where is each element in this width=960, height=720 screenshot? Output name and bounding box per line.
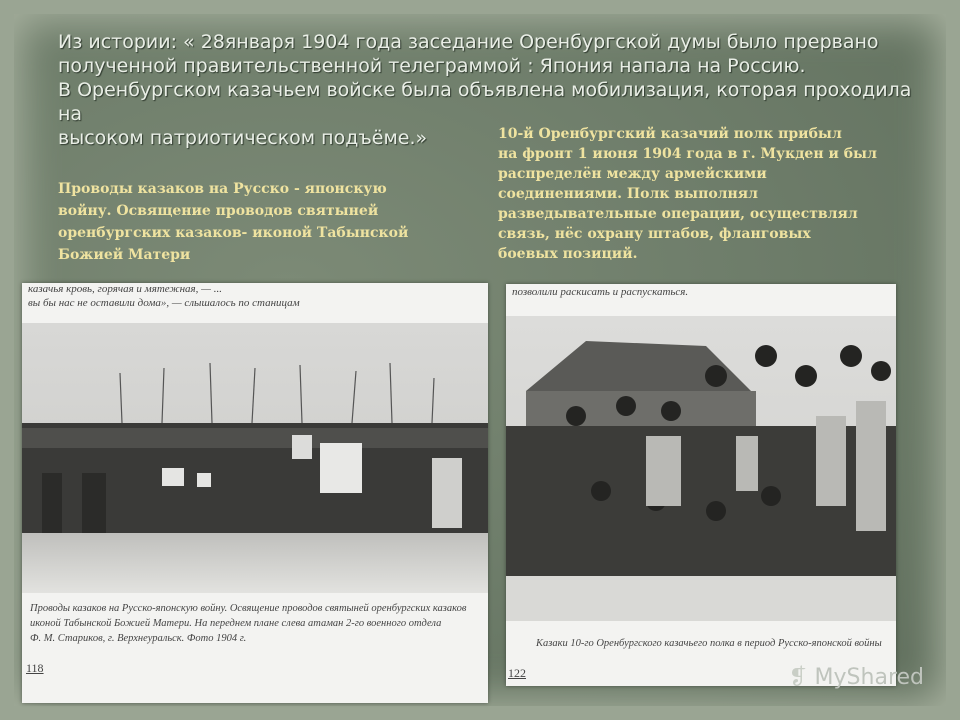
right-caption: [498, 124, 908, 264]
left-caption-line: Проводы казаков на Русско - японскую: [58, 181, 387, 197]
photo-caption-line: иконой Табынской Божией Матери. На переднем плане слева атаман 2-го военного отдела: [30, 618, 442, 629]
photo-top-text: позволили раскисать и распускаться.: [512, 286, 689, 298]
left-caption-line: Божией Матери: [58, 247, 191, 263]
title-line: высоком патриотическом подъёме.»: [58, 127, 428, 149]
myshared-logo-icon: ❡: [788, 665, 815, 690]
watermark: [788, 665, 924, 690]
crowd-photo-image: [22, 323, 488, 593]
left-caption-line: оренбургских казаков- иконой Табынской: [58, 225, 409, 241]
photo-caption: [30, 601, 482, 646]
photo-caption-line: Проводы казаков на Русско-японскую войну. Освящение проводов святыней оренбургских казаков: [30, 603, 467, 614]
farewell-photo: [22, 283, 488, 703]
right-caption-line: разведывательные операции, осуществлял: [498, 206, 858, 222]
page-number: 122: [508, 666, 526, 680]
photo-top-text: казачья кровь, горячая и мятежная, — ...: [28, 283, 222, 295]
photo-caption: Казаки 10-го Оренбургского казачьего полка в период Русско-японской войны: [536, 638, 882, 649]
cossacks-photo-image: [506, 316, 896, 621]
right-caption-line: боевых позиций.: [498, 246, 638, 262]
right-caption-line: соединениями. Полк выполнял: [498, 186, 758, 202]
title-line: Из истории: « 28января 1904 года заседание Оренбургской думы было прервано: [58, 31, 879, 53]
right-caption-line: связь, нёс охрану штабов, фланговых: [498, 226, 811, 242]
title-line: В Оренбургском казачьем войске была объявлена мобилизация, которая проходила на: [58, 79, 912, 125]
photo-caption-line: Ф. М. Стариков, г. Верхнеуральск. Фото 1904 г.: [30, 633, 247, 644]
right-caption-line: 10-й Оренбургский казачий полк прибыл: [498, 126, 842, 142]
left-caption-line: войну. Освящение проводов святыней: [58, 203, 379, 219]
watermark-text: MyShared: [814, 665, 924, 690]
photo-top-text: вы бы нас не оставили дома», — слышалось по станицам: [28, 297, 300, 309]
left-caption: [58, 178, 458, 266]
right-caption-line: на фронт 1 июня 1904 года в г. Мукден и был: [498, 146, 877, 162]
right-caption-line: распределён между армейскими: [498, 166, 767, 182]
page-number: 118: [26, 661, 44, 675]
title-line: полученной правительственной телеграммой : Япония напала на Россию.: [58, 55, 806, 77]
regiment-photo: [506, 284, 896, 686]
